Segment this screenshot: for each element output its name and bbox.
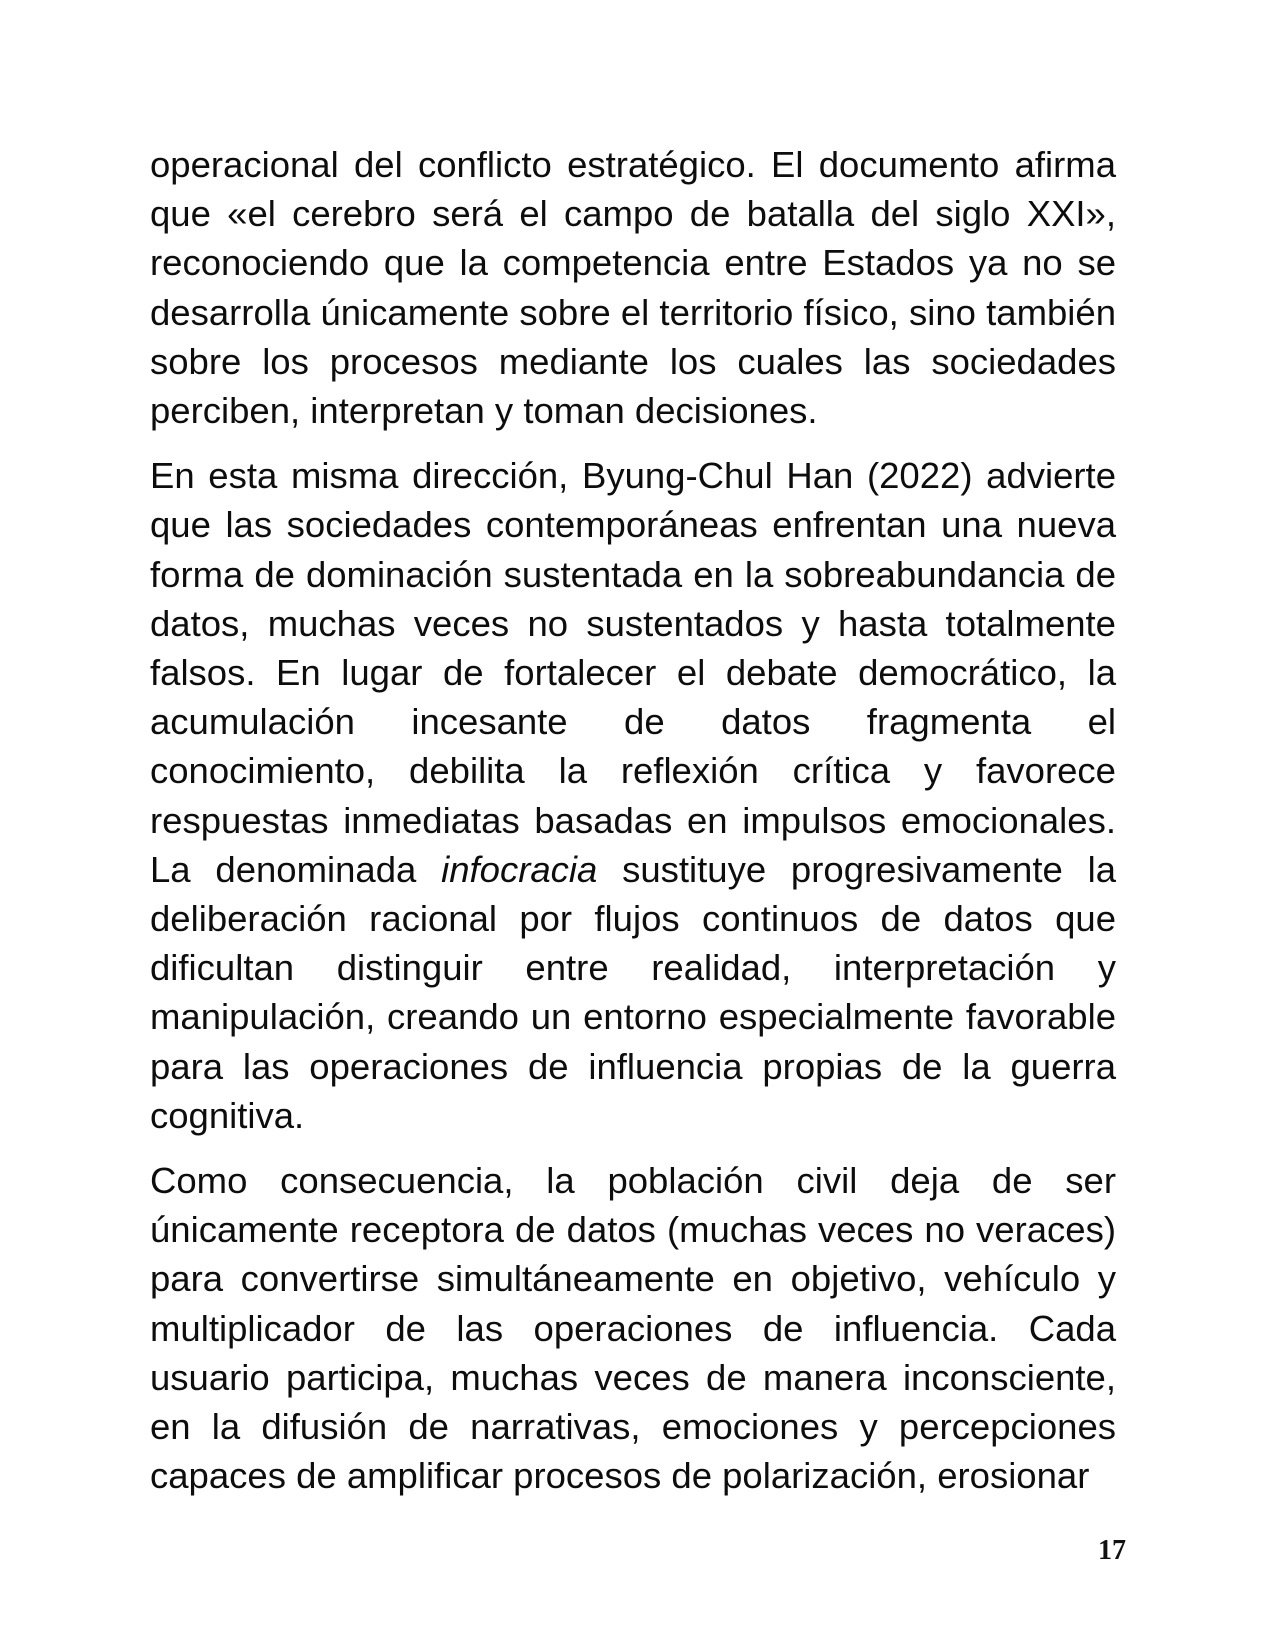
paragraph-3-text: Como consecuencia, la población civil deja de ser únicamente receptora de datos (muchas veces no veraces) para convertirse simultáneamente en objetivo, vehículo y multiplicador de las operaciones de influencia. Cada usuario participa, muchas veces de manera inconsciente, en la difusión de narrativas, emociones y percepciones capaces de amplificar procesos de polarización, erosionar <box>150 1160 1116 1497</box>
paragraph-1-text: operacional del conflicto estratégico. El documento afirma que «el cerebro será el campo de batalla del siglo XXI», reconociendo que la competencia entre Estados ya no se desarrolla únicamente sobre el territorio físico, sino también sobre los procesos mediante los cuales las sociedades perciben, interpretan y toman decisiones. <box>150 144 1116 432</box>
paragraph-2-text-a: En esta misma dirección, Byung-Chul Han (2022) advierte que las sociedades contemporáneas enfrentan una nueva forma de dominación sustentada en la sobreabundancia de datos, muchas veces no sustentados y hasta totalmente falsos. En lugar de fortalecer el debate democrático, la acumulación incesante de datos fragmenta el conocimiento, debilita la reflexión crítica y favorece respuestas inmediatas basadas en impulsos emocionales. La denominada <box>150 455 1116 890</box>
page-number: 17 <box>1098 1535 1126 1566</box>
body-text <box>150 140 1116 1516</box>
paragraph-2-text-b: sustituye progresivamente la deliberación racional por flujos continuos de datos que dificultan distinguir entre realidad, interpretación y manipulación, creando un entorno especialmente favorable para las operaciones de influencia propias de la guerra cognitiva. <box>150 848 1116 1136</box>
infocracia-term: infocracia <box>441 848 598 890</box>
paragraph-2 <box>150 451 1116 1140</box>
paragraph-3 <box>150 1156 1116 1500</box>
paragraph-1 <box>150 140 1116 435</box>
